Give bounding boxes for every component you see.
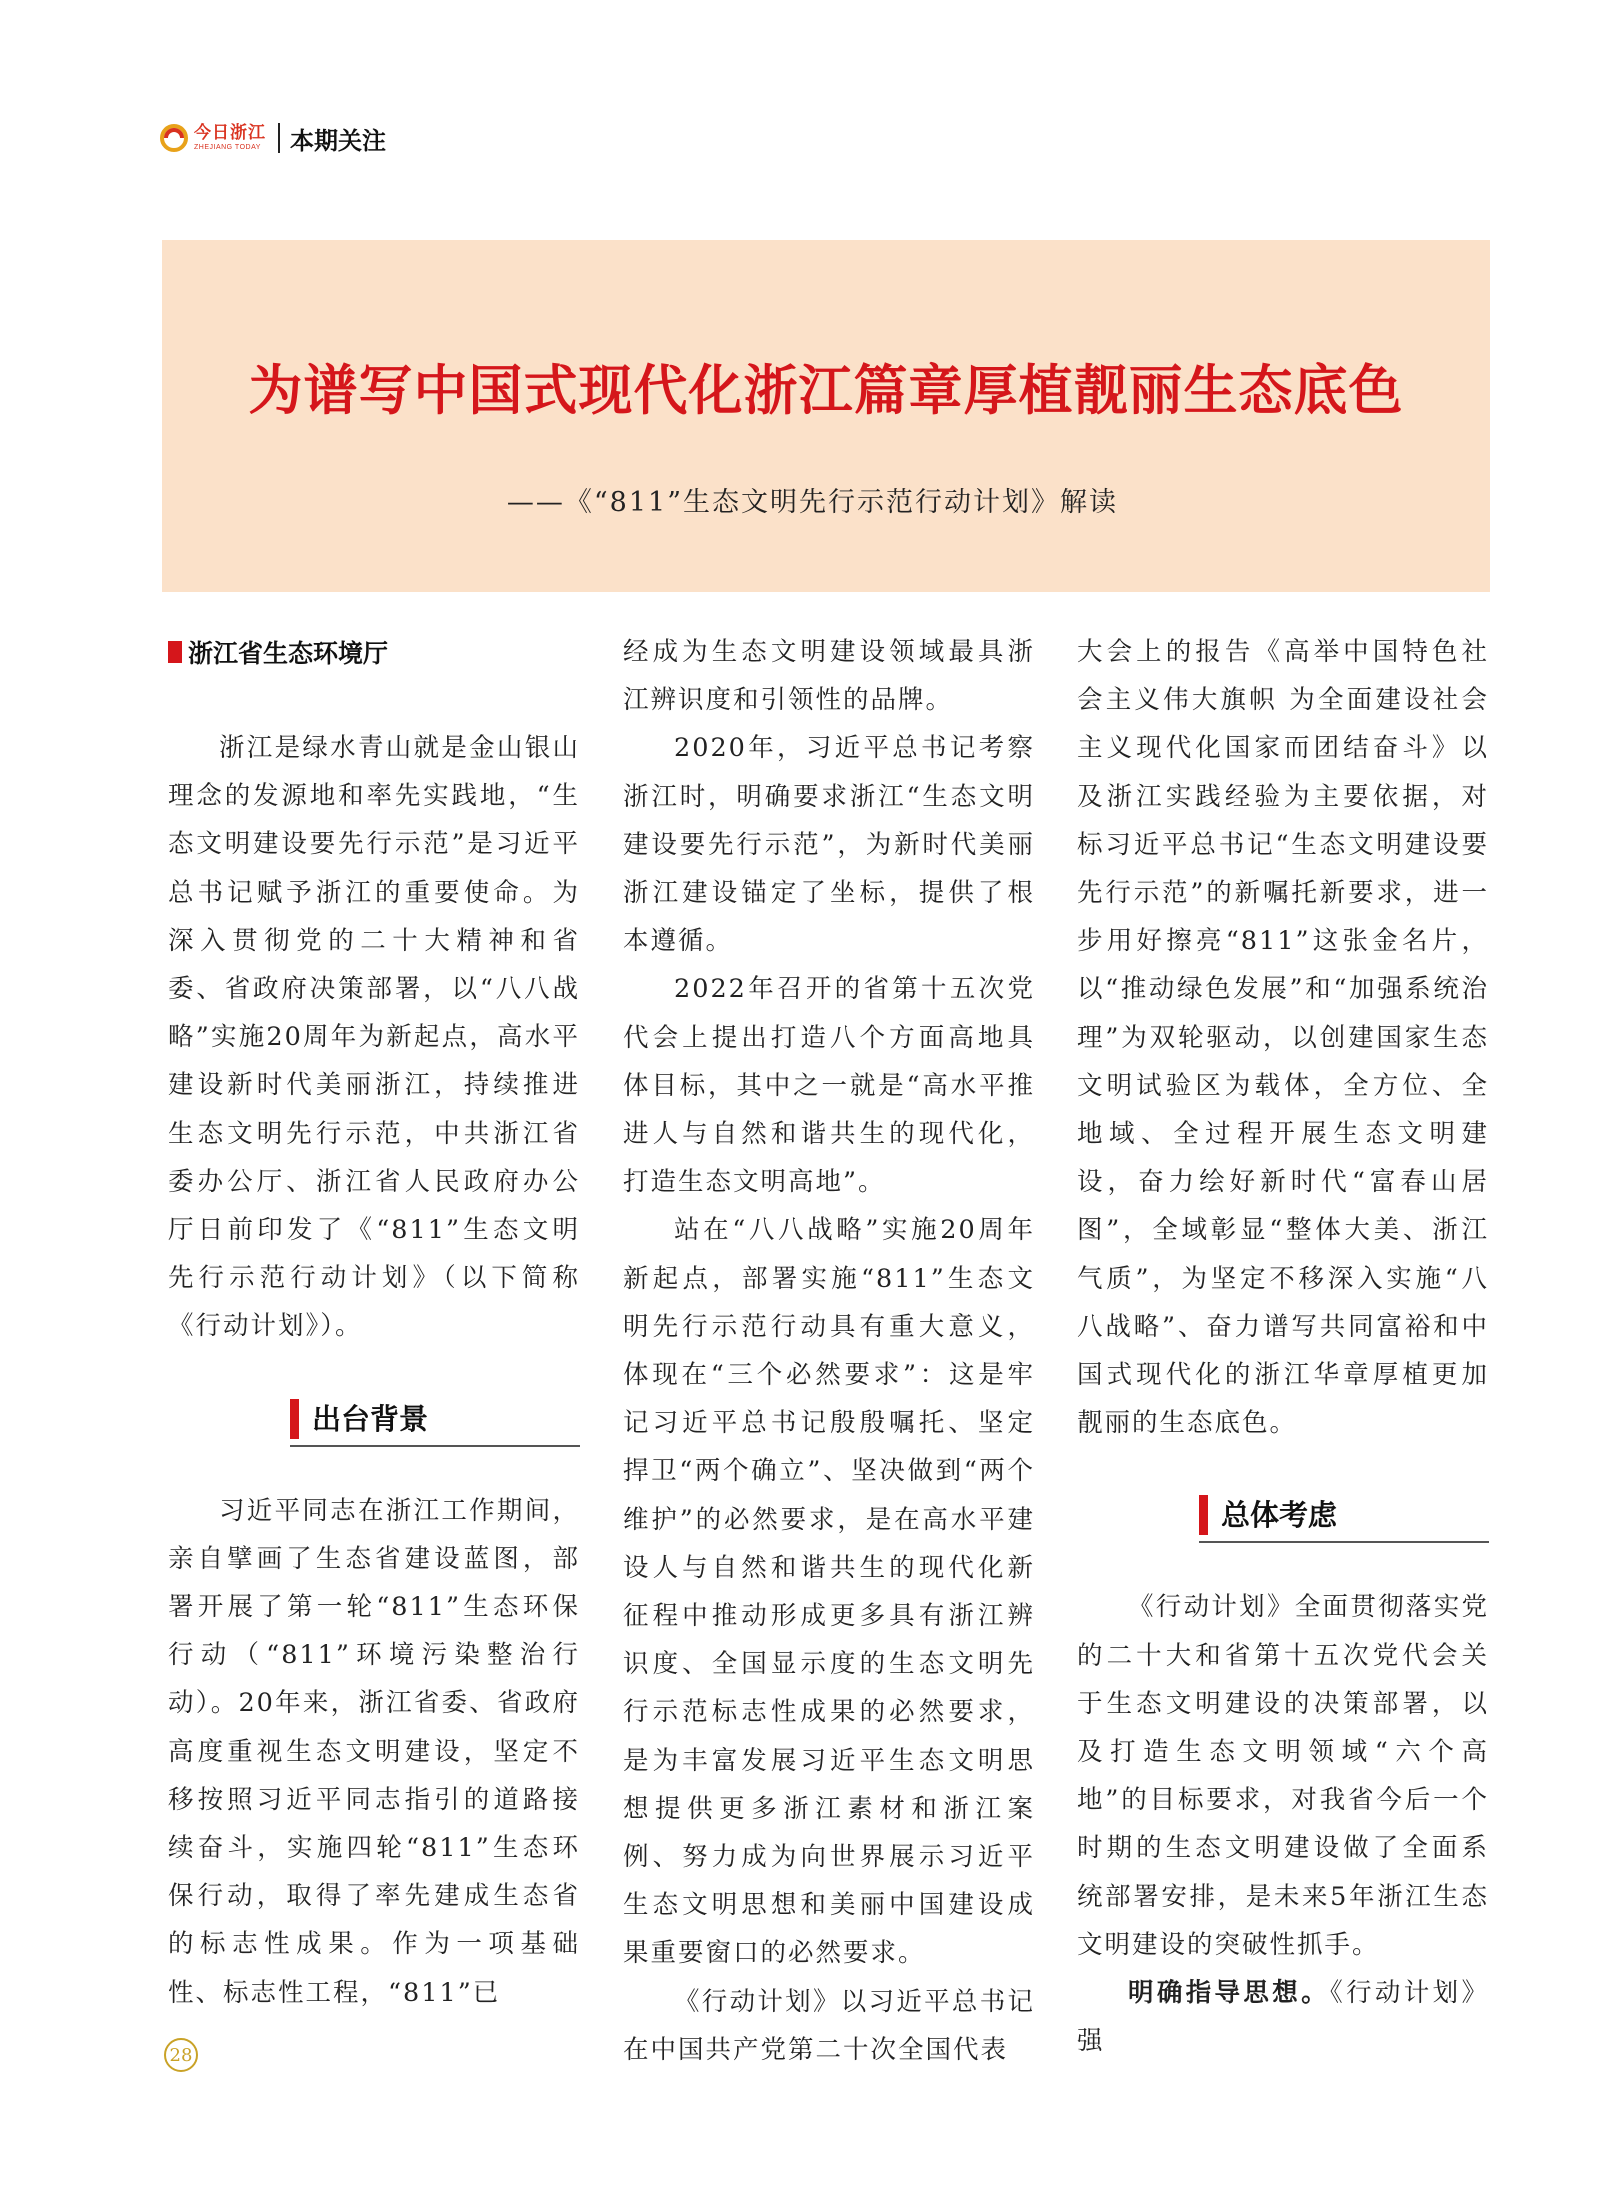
paragraph-text: 《行动计划》强 [1077, 1978, 1489, 2057]
page-number: 28 [164, 2038, 198, 2072]
paragraph: 2020年，习近平总书记考察浙江时，明确要求浙江“生态文明建设要先行示范”，为新时代美丽浙江建设锚定了坐标，提供了根本遵循。 [623, 733, 1035, 957]
section-heading-text: 总体考虑 [1221, 1498, 1338, 1533]
magazine-header [160, 118, 386, 158]
title-banner [162, 240, 1490, 592]
author-line [168, 628, 580, 676]
logo-chinese-text: 今日浙江 [194, 123, 266, 143]
magazine-logo [160, 124, 266, 152]
heading-bar-icon [290, 1399, 299, 1439]
heading-bar-icon [1199, 1495, 1208, 1535]
paragraph: 2022年召开的省第十五次党代会上提出打造八个方面高地具体目标，其中之一就是“高水平推进人与自然和谐共生的现代化，打造生态文明高地”。 [623, 974, 1035, 1198]
paragraph: 经成为生态文明建设领域最具浙江辨识度和引领性的品牌。 [623, 637, 1035, 716]
section-heading-text: 出台背景 [312, 1401, 429, 1436]
section-heading-background [168, 1391, 580, 1447]
author-marker-icon [168, 641, 182, 663]
header-divider [278, 123, 280, 153]
text-column-1 [168, 628, 580, 2017]
paragraph: 站在“八八战略”实施20周年新起点，部署实施“811”生态文明先行示范行动具有重大意义，体现在“三个必然要求”：这是牢记习近平总书记殷殷嘱托、坚定捍卫“两个确立”、坚决做到“两个维护”的必然要求，是在高水平建设人与自然和谐共生的现代化新征程中推动形成更多具有浙江辨识度、全国显示度的生态文明先行示范标志性成果的必然要求，是为丰富发展习近平生态文明思想提供更多浙江素材和浙江案例、努力成为向世界展示习近平生态文明思想和美丽中国建设成果重要窗口的必然要求。 [623, 1215, 1035, 1969]
article-subtitle: ——《“811”生态文明先行示范行动计划》解读 [506, 487, 1118, 518]
logo-sun-icon [160, 124, 188, 152]
section-label: 本期关注 [290, 126, 386, 155]
logo-english-text: ZHEJIANG TODAY [194, 144, 261, 151]
paragraph: 浙江是绿水青山就是金山银山理念的发源地和率先实践地，“生态文明建设要先行示范”是习近平总书记赋予浙江的重要使命。为深入贯彻党的二十大精神和省委、省政府决策部署，以“八八战略”实施20周年为新起点，高水平建设新时代美丽浙江，持续推进生态文明先行示范，中共浙江省委办公厅、浙江省人民政府办公厅日前印发了《“811”生态文明先行示范行动计划》（以下简称《行动计划》）。 [168, 733, 580, 1342]
article-title: 为谱写中国式现代化浙江篇章厚植靓丽生态底色 [248, 358, 1404, 422]
text-column-2 [623, 628, 1035, 2074]
paragraph: 《行动计划》以习近平总书记在中国共产党第二十次全国代表 [623, 1986, 1035, 2065]
heading-rule [1199, 1541, 1489, 1543]
text-column-3 [1077, 628, 1489, 2065]
paragraph: 习近平同志在浙江工作期间，亲自擘画了生态省建设蓝图，部署开展了第一轮“811”生态环保行动（“811”环境污染整治行动）。20年来，浙江省委、省政府高度重视生态文明建设，坚定不移按照习近平同志指引的道路接续奋斗，实施四轮“811”生态环保行动，取得了率先建成生态省的标志性成果。作为一项基础性、标志性工程，“811”已 [168, 1495, 580, 2008]
heading-rule [290, 1445, 580, 1447]
section-heading-considerations [1077, 1487, 1489, 1543]
paragraph [1077, 1969, 1489, 2065]
paragraph: 《行动计划》全面贯彻落实党的二十大和省第十五次党代会关于生态文明建设的决策部署，以及打造生态文明领域“六个高地”的目标要求，对我省今后一个时期的生态文明建设做了全面系统部署安排，是未来5年浙江生态文明建设的突破性抓手。 [1077, 1592, 1489, 1960]
author-name: 浙江省生态环境厅 [188, 639, 389, 668]
bold-lead-text: 明确指导思想。 [1128, 1978, 1330, 2009]
paragraph: 大会上的报告《高举中国特色社会主义伟大旗帜 为全面建设社会主义现代化国家而团结奋斗》以及浙江实践经验为主要依据，对标习近平总书记“生态文明建设要先行示范”的新嘱托新要求，进一步用好擦亮“811”这张金名片，以“推动绿色发展”和“加强系统治理”为双轮驱动，以创建国家生态文明试验区为载体，全方位、全地域、全过程开展生态文明建设，奋力绘好新时代“富春山居图”，全域彰显“整体大美、浙江气质”，为坚定不移深入实施“八八战略”、奋力谱写共同富裕和中国式现代化的浙江华章厚植更加靓丽的生态底色。 [1077, 637, 1489, 1439]
